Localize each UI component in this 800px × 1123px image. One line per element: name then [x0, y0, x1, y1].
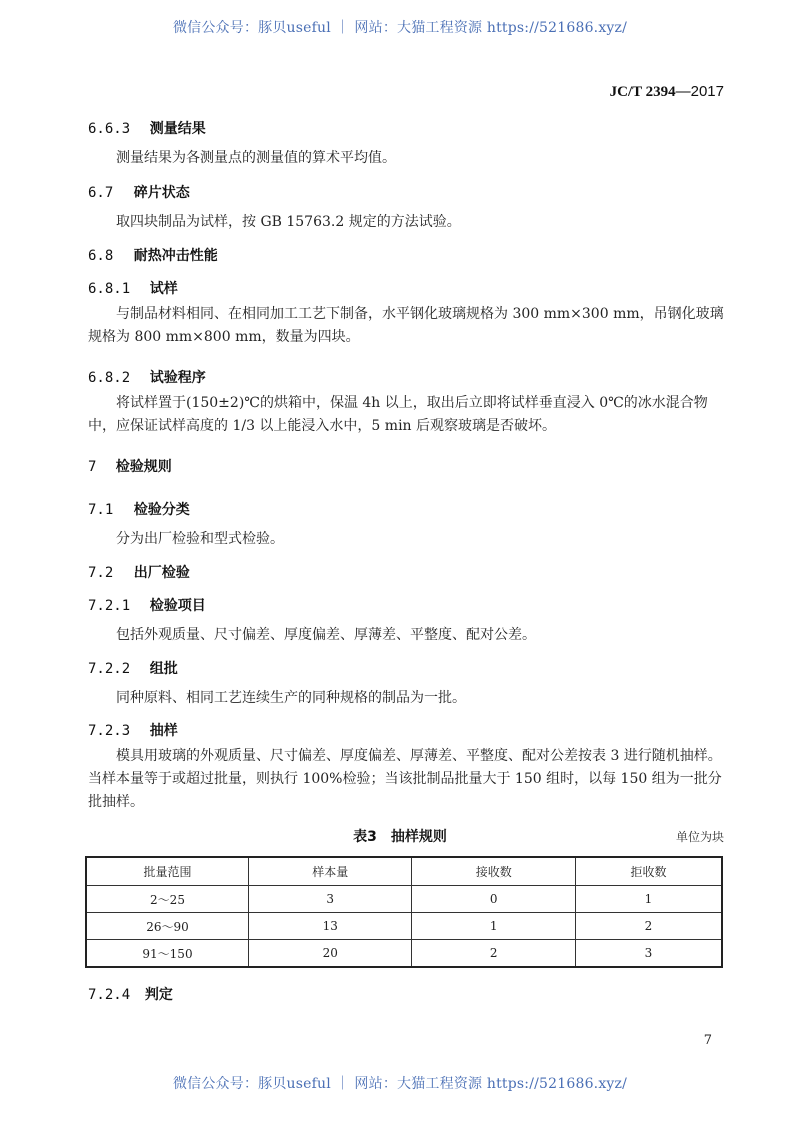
section-heading-7-2-4: 7.2.4 判定: [88, 987, 173, 1003]
table-caption: 表3 抽样规则: [353, 829, 447, 845]
section-body-7-2-2: 同种原料、相同工艺连续生产的同种规格的制品为一批。: [116, 690, 466, 706]
section-heading-7-2: 7.2 出厂检验: [88, 565, 190, 581]
doc-year: —2017: [675, 83, 724, 100]
section-body-6-8-2: 将试样置于(150±2)℃的烘箱中，保温 4h 以上，取出后立即将试样垂直浸入 0℃的冰水混合物中，应保证试样高度的 1/3 以上能浸入水中，5 min 后观察玻璃是否破坏。: [88, 395, 708, 434]
table-header-row: [86, 857, 722, 886]
section-body-6-6-3: 测量结果为各测量点的测量值的算术平均值。: [116, 150, 396, 166]
section-body-6-7: 取四块制品为试样，按 GB 15763.2 规定的方法试验。: [116, 214, 461, 230]
table-unit: 单位为块: [675, 830, 724, 844]
page-number: 7: [703, 1033, 712, 1048]
header-sample-size: 样本量: [249, 857, 412, 886]
sampling-rules-table: [85, 856, 723, 968]
cell-reject-number: 3: [575, 940, 722, 968]
cell-batch-range: 26～90: [86, 913, 249, 940]
header-reject-number: 拒收数: [575, 857, 722, 886]
section-body-7-2-3: 模具用玻璃的外观质量、尺寸偏差、厚度偏差、厚薄差、平整度、配对公差按表 3 进行随机抽样。当样本量等于或超过批量，则执行 100%检验；当该批制品批量大于 150 组时，以每 150 组为一批分批抽样。: [88, 748, 722, 810]
cell-batch-range: 91～150: [86, 940, 249, 968]
cell-accept-number: 1: [412, 913, 575, 940]
watermark-top: 微信公众号：豚贝useful ｜ 网站：大猫工程资源 https://521686.xyz/: [172, 20, 628, 36]
cell-accept-number: 0: [412, 886, 575, 913]
header-batch-range: 批量范围: [86, 857, 249, 886]
table-row: [86, 913, 722, 940]
cell-accept-number: 2: [412, 940, 575, 968]
section-heading-7: 7 检验规则: [88, 459, 172, 475]
section-heading-6-8: 6.8 耐热冲击性能: [88, 248, 218, 264]
watermark-bottom: 微信公众号：豚贝useful ｜ 网站：大猫工程资源 https://521686.xyz/: [172, 1076, 628, 1092]
table-row: [86, 940, 722, 968]
cell-batch-range: 2～25: [86, 886, 249, 913]
section-heading-6-8-1: 6.8.1 试样: [88, 281, 178, 297]
section-heading-7-2-2: 7.2.2 组批: [88, 661, 178, 677]
section-heading-6-7: 6.7 碎片状态: [88, 185, 190, 201]
section-heading-7-2-3: 7.2.3 抽样: [88, 723, 178, 739]
cell-reject-number: 1: [575, 886, 722, 913]
cell-sample-size: 3: [249, 886, 412, 913]
cell-reject-number: 2: [575, 913, 722, 940]
table-row: [86, 886, 722, 913]
section-heading-7-1: 7.1 检验分类: [88, 502, 190, 518]
cell-sample-size: 20: [249, 940, 412, 968]
doc-code: JC/T 2394: [609, 84, 676, 100]
section-heading-6-6-3: 6.6.3 测量结果: [88, 121, 206, 137]
cell-sample-size: 13: [249, 913, 412, 940]
document-code: [610, 83, 724, 101]
section-body-7-2-1: 包括外观质量、尺寸偏差、厚度偏差、厚薄差、平整度、配对公差。: [116, 627, 536, 643]
section-body-7-1: 分为出厂检验和型式检验。: [116, 531, 284, 547]
header-accept-number: 接收数: [412, 857, 575, 886]
section-body-6-8-1: 与制品材料相同、在相同加工工艺下制备，水平钢化玻璃规格为 300 mm×300 mm，吊钢化玻璃规格为 800 mm×800 mm，数量为四块。: [88, 306, 724, 345]
section-heading-6-8-2: 6.8.2 试验程序: [88, 370, 206, 386]
section-heading-7-2-1: 7.2.1 检验项目: [88, 598, 206, 614]
